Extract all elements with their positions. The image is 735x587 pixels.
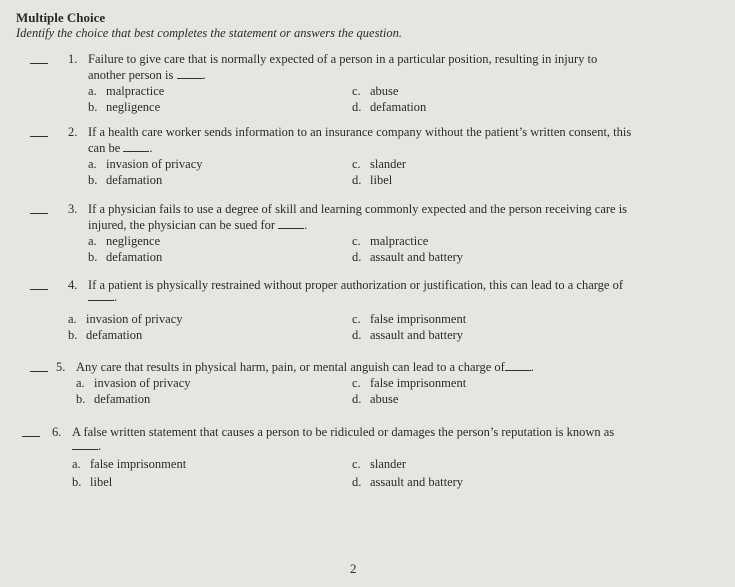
question-text-line2 — [88, 218, 307, 233]
option-text: malpractice — [106, 84, 165, 98]
answer-blank[interactable] — [30, 136, 48, 137]
option-c: c. slander — [352, 457, 407, 471]
option-a: a. invasion of privacy — [88, 157, 203, 171]
question-text: . — [98, 439, 102, 453]
question-text: Failure to give care that is normally expected of a person in a particular position, resulting in injury to — [88, 52, 598, 66]
option-text: defamation — [86, 328, 143, 342]
option-text: invasion of privacy — [86, 312, 183, 326]
option-d: d. abuse — [352, 392, 399, 406]
option-c: c. false imprisonment — [352, 312, 467, 326]
option-a: a. invasion of privacy — [68, 312, 183, 326]
question-text: If a physician fails to use a degree of skill and learning commonly expected and the person receiving care is — [88, 202, 628, 216]
option-text: assault and battery — [370, 475, 464, 489]
option-a: a. invasion of privacy — [76, 376, 191, 390]
option-c: c. malpractice — [352, 234, 429, 248]
question-text: A false written statement that causes a person to be ridiculed or damages the person’s reputation is known as — [72, 425, 615, 439]
option-text: invasion of privacy — [94, 376, 191, 390]
option-text: defamation — [106, 250, 163, 264]
question-text-line1 — [76, 360, 534, 375]
option-a: a. malpractice — [88, 84, 165, 98]
question-text: . — [114, 290, 118, 304]
option-c: c. slander — [352, 157, 407, 171]
option-d: d. libel — [352, 173, 393, 187]
question-text: another person is — [88, 68, 174, 82]
question-text: If a patient is physically restrained without proper authorization or justification, this can lead to a charge of — [88, 278, 624, 292]
answer-blank[interactable] — [22, 436, 40, 437]
question-number: 5. — [56, 360, 66, 374]
question-text: injured, the physician can be sued for — [88, 218, 276, 232]
option-text: abuse — [370, 392, 399, 406]
question-text: . — [202, 68, 206, 82]
option-d: d. assault and battery — [352, 250, 464, 264]
option-b: b. libel — [72, 475, 113, 489]
question-text: . — [530, 360, 534, 374]
question-text: If a health care worker sends information to an insurance company without the patient’s written consent, this — [88, 125, 632, 139]
option-d: d. assault and battery — [352, 328, 464, 342]
inline-blank — [278, 218, 304, 229]
option-text: false imprisonment — [370, 312, 467, 326]
option-d: d. defamation — [352, 100, 427, 114]
question-number: 2. — [68, 125, 78, 139]
question-number: 3. — [68, 202, 78, 216]
option-b: b. defamation — [76, 392, 151, 406]
question-number: 6. — [52, 425, 62, 439]
option-text: assault and battery — [370, 328, 464, 342]
option-text: false imprisonment — [370, 376, 467, 390]
inline-blank — [177, 68, 203, 79]
option-text: slander — [370, 157, 407, 171]
option-b: b. defamation — [88, 250, 163, 264]
option-a: a. negligence — [88, 234, 161, 248]
option-c: c. false imprisonment — [352, 376, 467, 390]
option-text: abuse — [370, 84, 399, 98]
inline-blank — [88, 290, 114, 301]
question-text: . — [149, 141, 153, 155]
option-text: defamation — [370, 100, 427, 114]
answer-blank[interactable] — [30, 371, 48, 372]
option-c: c. abuse — [352, 84, 399, 98]
option-text: assault and battery — [370, 250, 464, 264]
page-number: 2 — [350, 561, 357, 576]
option-text: negligence — [106, 100, 161, 114]
option-b: b. negligence — [88, 100, 161, 114]
option-d: d. assault and battery — [352, 475, 464, 489]
inline-blank — [72, 439, 98, 450]
option-text: malpractice — [370, 234, 429, 248]
option-text: false imprisonment — [90, 457, 187, 471]
option-text: invasion of privacy — [106, 157, 203, 171]
option-text: libel — [90, 475, 113, 489]
question-number: 1. — [68, 52, 78, 66]
inline-blank — [123, 141, 149, 152]
option-b: b. defamation — [88, 173, 163, 187]
option-text: defamation — [106, 173, 163, 187]
option-b: b. defamation — [68, 328, 143, 342]
question-text: can be — [88, 141, 121, 155]
option-text: negligence — [106, 234, 161, 248]
option-text: defamation — [94, 392, 151, 406]
question-text: . — [304, 218, 308, 232]
section-title: Multiple Choice — [16, 10, 106, 25]
question-text: Any care that results in physical harm, pain, or mental anguish can lead to a charge of — [76, 360, 505, 374]
question-number: 4. — [68, 278, 78, 292]
question-text-line2 — [88, 290, 117, 305]
question-text-line2 — [72, 439, 101, 454]
option-a: a. false imprisonment — [72, 457, 187, 471]
answer-blank[interactable] — [30, 289, 48, 290]
instructions: Identify the choice that best completes the statement or answers the question. — [16, 26, 403, 40]
option-text: libel — [370, 173, 393, 187]
option-text: slander — [370, 457, 407, 471]
answer-blank[interactable] — [30, 213, 48, 214]
inline-blank — [505, 360, 531, 371]
question-text-line2 — [88, 141, 153, 156]
answer-blank[interactable] — [30, 63, 48, 64]
question-text-line2 — [88, 68, 206, 83]
